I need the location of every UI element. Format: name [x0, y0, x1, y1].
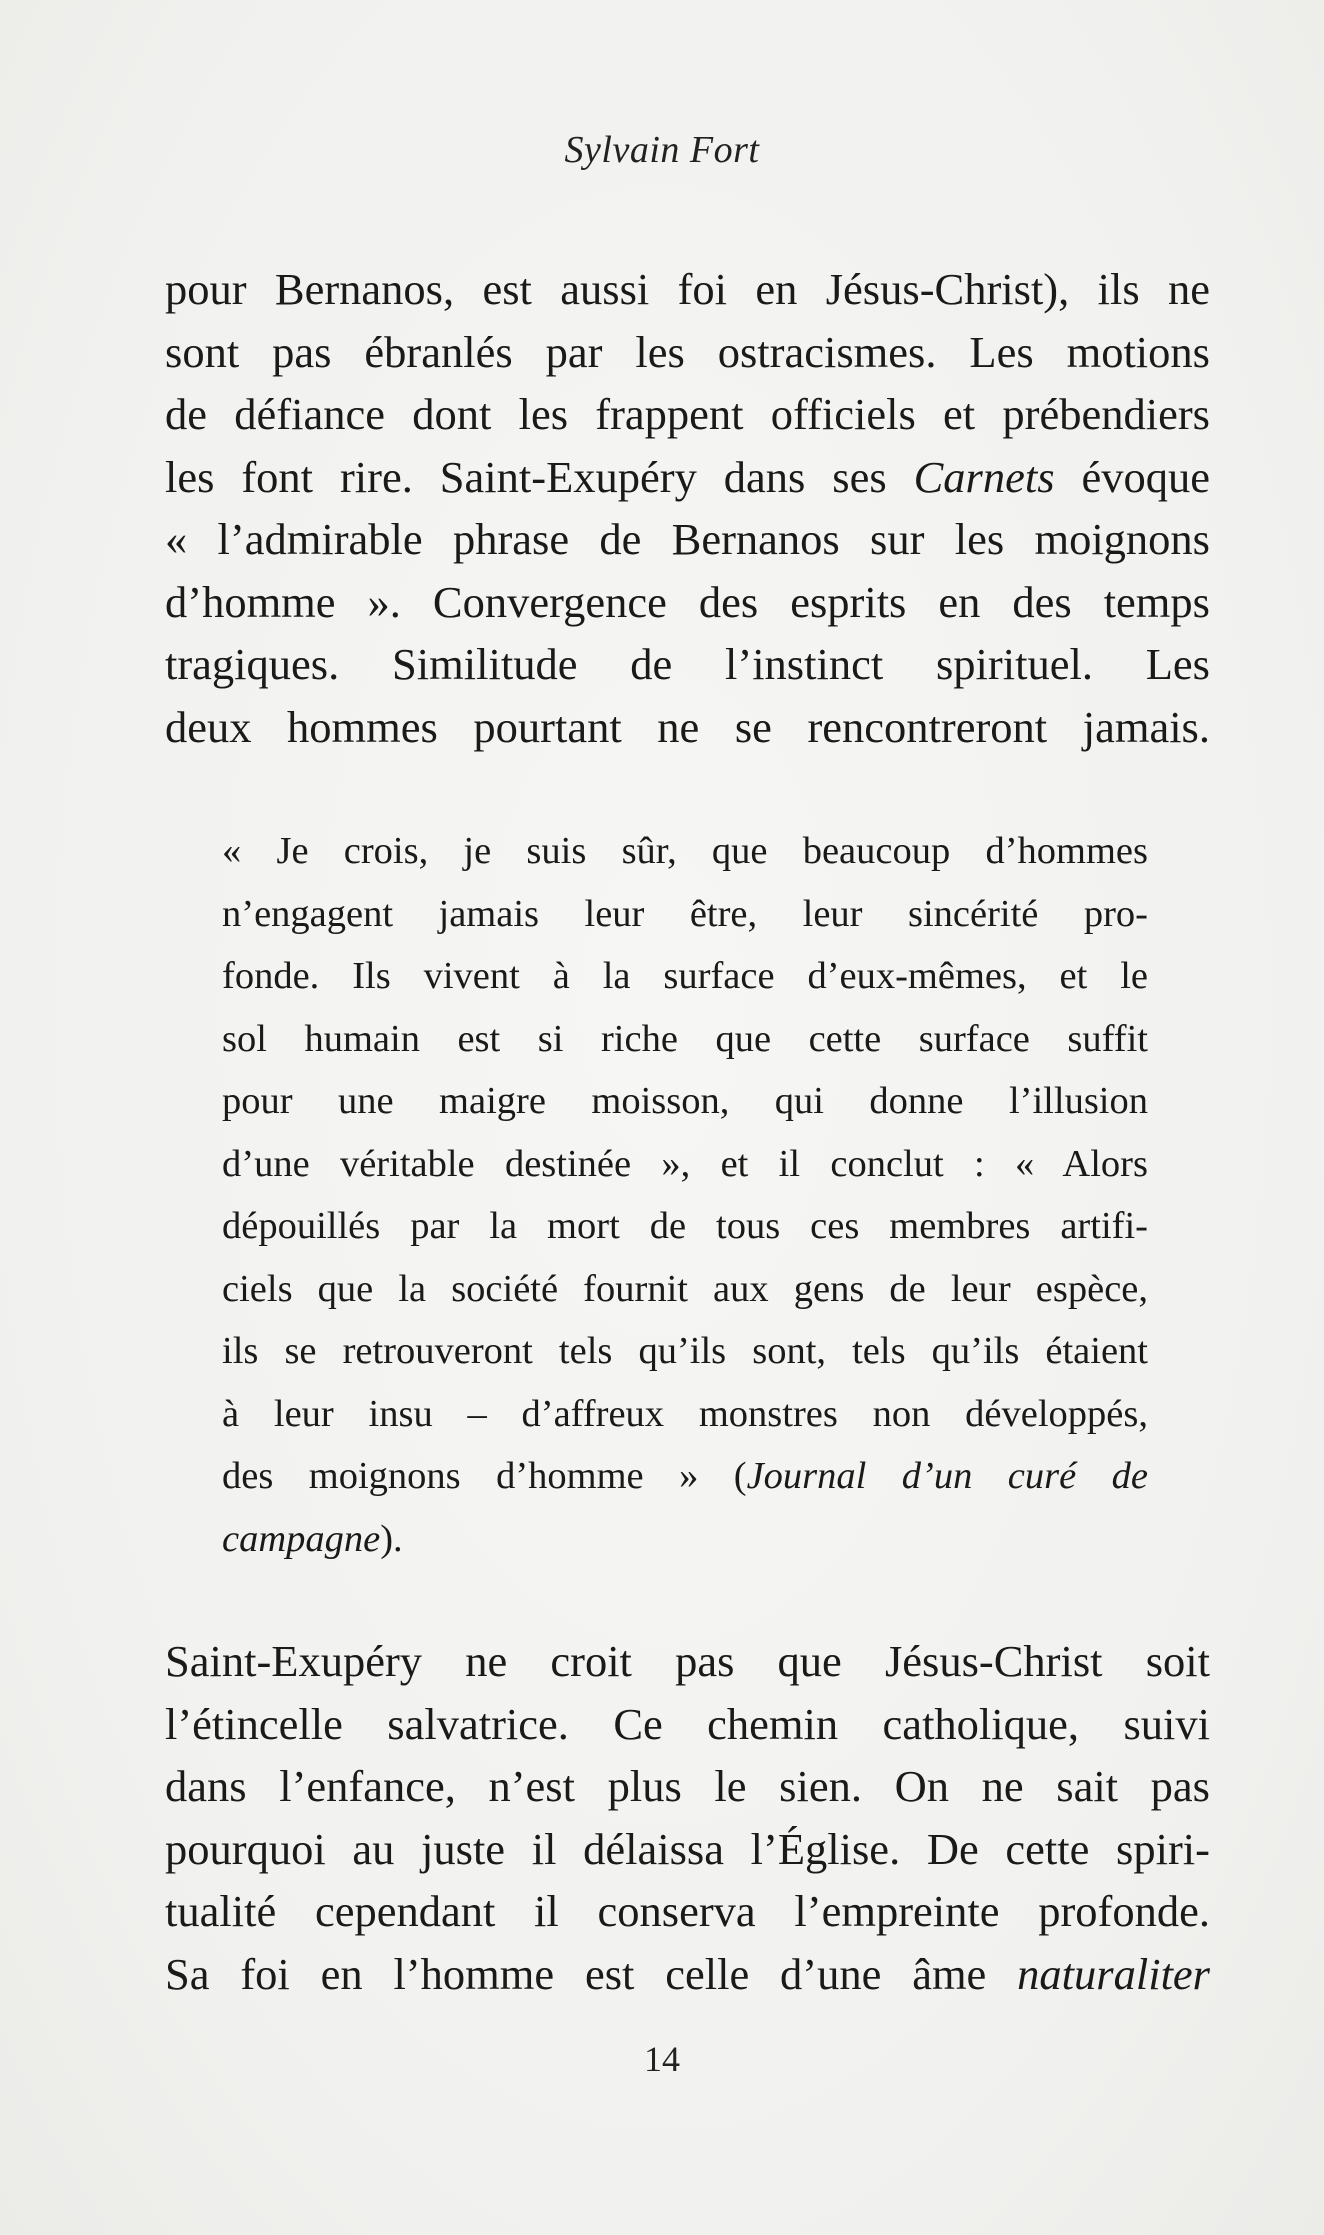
text-line: pour Bernanos, est aussi foi en Jésus-Christ), ils ne [165, 264, 1210, 314]
text-line: pourquoi au juste il délaissa l’Église. De cette spiri- [165, 1823, 1210, 1874]
quote-line: n’engagent jamais leur être, leur sincérité pro- [222, 892, 1148, 935]
quote-line: d’une véritable destinée », et il conclut : « Alors [222, 1142, 1148, 1185]
quote-line: campagne). [222, 1517, 403, 1560]
latin-naturaliter: naturaliter [1017, 1948, 1210, 1999]
paragraph-1 [165, 258, 1210, 758]
text-line: de défiance dont les frappent officiels et prébendiers [165, 389, 1210, 439]
paragraph-2 [165, 1630, 1210, 2005]
text-line: les font rire. Saint-Exupéry dans ses Carnets évoque [165, 451, 1210, 502]
text-line: d’homme ». Convergence des esprits en des temps [165, 576, 1210, 627]
text-line: Sa foi en l’homme est celle d’une âme naturaliter [165, 1948, 1210, 1999]
title-journal: Journal d’un curé de [746, 1455, 1148, 1497]
text-line: tragiques. Similitude de l’instinct spirituel. Les [165, 639, 1210, 689]
quote-line: sol humain est si riche que cette surface suffit [222, 1017, 1148, 1060]
quote-line: ils se retrouveront tels qu’ils sont, tels qu’ils étaient [222, 1330, 1148, 1372]
text-line: deux hommes pourtant ne se rencontreront jamais. [165, 701, 1210, 752]
quote-line: à leur insu – d’affreux monstres non développés, [222, 1392, 1148, 1435]
quote-line: dépouillés par la mort de tous ces membres artifi- [222, 1205, 1148, 1247]
quote-line: ciels que la société fournit aux gens de leur espèce, [222, 1267, 1148, 1310]
text-line: sont pas ébranlés par les ostracismes. Les motions [165, 326, 1210, 377]
block-quote [222, 820, 1148, 1570]
quote-line: fonde. Ils vivent à la surface d’eux-mêmes, et le [222, 955, 1148, 997]
text-line: Saint-Exupéry ne croit pas que Jésus-Christ soit [165, 1636, 1210, 1686]
quote-line: « Je crois, je suis sûr, que beaucoup d’hommes [222, 830, 1148, 872]
quote-line: pour une maigre moisson, qui donne l’illusion [222, 1080, 1148, 1122]
quote-line: des moignons d’homme » (Journal d’un curé de [222, 1455, 1148, 1497]
text-line: l’étincelle salvatrice. Ce chemin catholique, suivi [165, 1698, 1210, 1749]
page-number: 14 [644, 2039, 680, 2079]
text-line: « l’admirable phrase de Bernanos sur les moignons [165, 514, 1210, 564]
text-line: tualité cependant il conserva l’empreinte profonde. [165, 1886, 1210, 1936]
title-journal-cont: campagne [222, 1517, 381, 1560]
text-line: dans l’enfance, n’est plus le sien. On ne sait pas [165, 1761, 1210, 1811]
running-head: Sylvain Fort [564, 129, 760, 171]
title-carnets: Carnets [913, 451, 1055, 502]
